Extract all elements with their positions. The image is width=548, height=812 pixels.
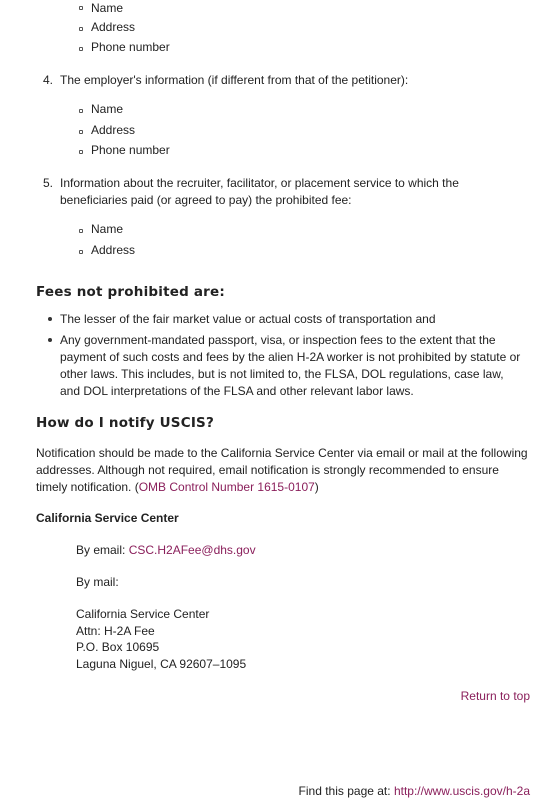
paragraph-line: Notification should be made to the California Service Center via email or mail at the following	[36, 446, 528, 460]
item-text-line: Information about the recruiter, facilitator, or placement service to which the	[60, 176, 459, 190]
square-bullet-icon	[79, 250, 83, 254]
address-line: P.O. Box 10695	[76, 640, 160, 654]
square-bullet-icon	[79, 47, 83, 51]
address-line: Laguna Niguel, CA 92607–1095	[76, 657, 247, 671]
bullet-icon	[48, 317, 52, 321]
item-text-line: beneficiaries paid (or agreed to pay) the prohibited fee:	[60, 193, 352, 207]
email-link[interactable]: CSC.H2AFee@dhs.gov	[128, 543, 256, 557]
square-bullet-icon	[79, 130, 83, 134]
list-item: Phone number	[91, 40, 170, 54]
address-line: Attn: H-2A Fee	[76, 624, 155, 638]
square-bullet-icon	[79, 229, 83, 233]
square-bullet-icon	[79, 109, 83, 113]
footer-label: Find this page at:	[298, 784, 391, 798]
list-item: Name	[91, 222, 124, 236]
list-item-line: Any government-mandated passport, visa, or inspection fees to the extent that the	[60, 333, 496, 347]
square-bullet-icon	[79, 150, 83, 154]
footer	[299, 783, 530, 799]
list-item: Name	[91, 1, 124, 15]
return-to-top-link[interactable]: Return to top	[460, 689, 530, 703]
omb-control-number-link[interactable]: OMB Control Number 1615-0107	[138, 480, 315, 494]
list-item: Phone number	[91, 143, 170, 157]
list-item-line: payment of such costs and fees by the alien H-2A worker is not prohibited by statute or	[60, 350, 521, 364]
list-item-line: other laws. This includes, but is not limited to, the FLSA, DOL regulations, case law,	[60, 367, 504, 381]
item-text: The employer's information (if different from that of the petitioner):	[60, 73, 409, 87]
list-item-line: and DOL interpretations of the FLSA and other relevant labor laws.	[60, 384, 414, 398]
mail-label: By mail:	[76, 575, 119, 589]
list-item: Name	[91, 102, 124, 116]
list-item: Address	[91, 243, 136, 257]
item-number: 5.	[43, 176, 54, 190]
item-number: 4.	[43, 73, 54, 87]
paragraph-text: )	[314, 480, 319, 494]
center-title: California Service Center	[36, 511, 179, 525]
page-url-link[interactable]: http://www.uscis.gov/h-2a	[393, 784, 530, 798]
email-label: By email:	[76, 543, 126, 557]
paragraph-line: addresses. Although not required, email notification is strongly recommended to ensure	[36, 463, 499, 477]
list-item: Address	[91, 123, 136, 137]
square-bullet-icon	[79, 27, 83, 31]
email-row	[76, 542, 256, 558]
paragraph-text: timely notification. (	[36, 480, 139, 494]
section-heading-notify: How do I notify USCIS?	[36, 415, 215, 431]
square-bullet-icon	[79, 6, 83, 10]
list-item: Address	[91, 20, 136, 34]
bullet-icon	[48, 338, 52, 342]
address-line: California Service Center	[76, 607, 210, 621]
list-item: The lesser of the fair market value or actual costs of transportation and	[60, 312, 436, 326]
paragraph-line	[36, 479, 319, 495]
section-heading-fees: Fees not prohibited are:	[36, 284, 225, 300]
